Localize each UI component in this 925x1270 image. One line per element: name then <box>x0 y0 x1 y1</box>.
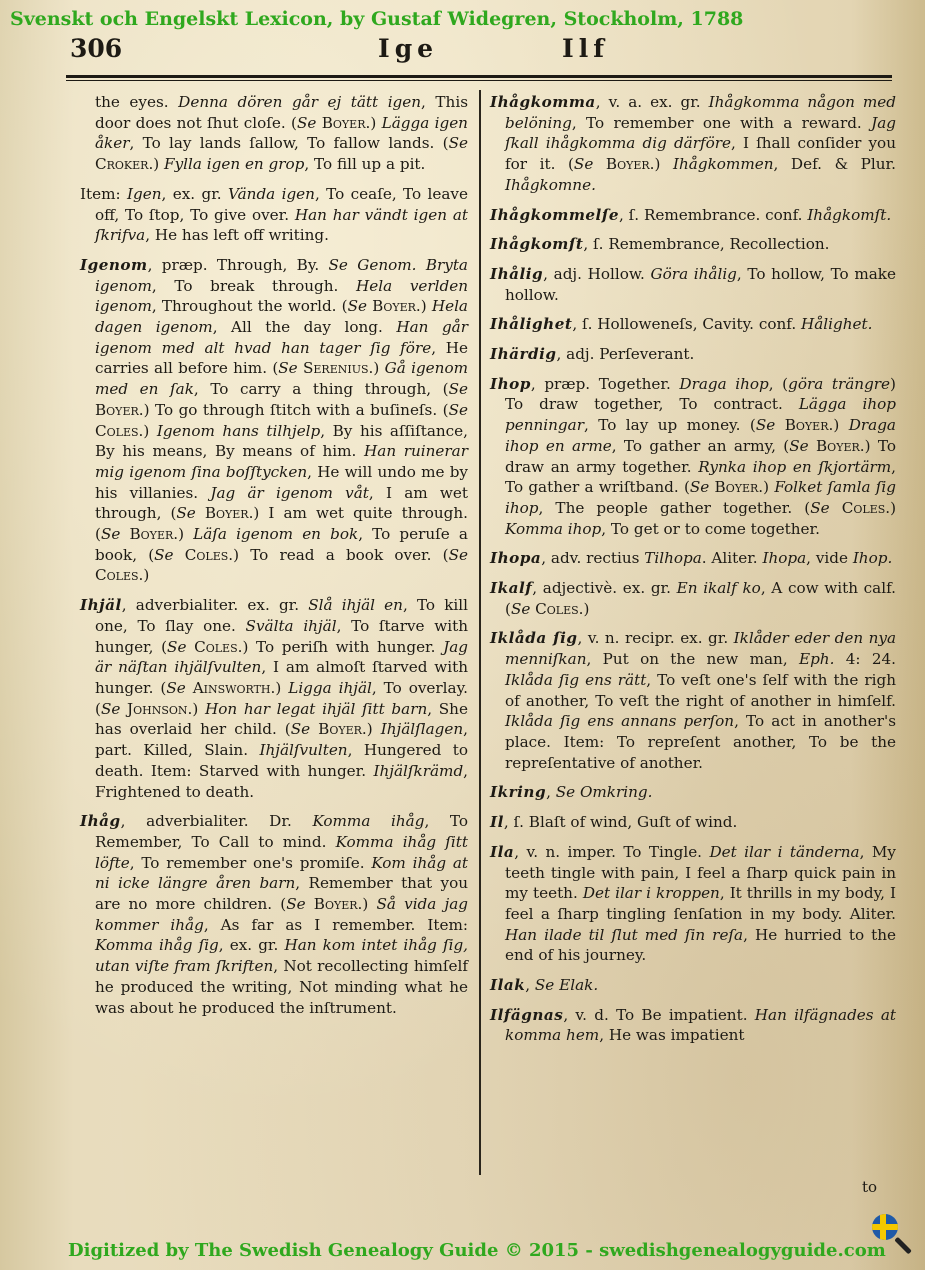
swedish-phrase: Komma ihåg ſitt löfte <box>95 832 468 872</box>
source-reference: Coles. <box>95 566 144 585</box>
entry-text: , <box>546 783 556 802</box>
digitizer-banner: Svenskt och Engelskt Lexicon, by Gustaf Widegren, Stockholm, 1788 <box>10 8 744 30</box>
dictionary-entry-ihopa <box>490 548 896 569</box>
headword: Ihopa <box>490 549 542 568</box>
swedish-phrase: Draga ihop en arme <box>505 416 896 455</box>
swedish-phrase: Se <box>448 400 468 419</box>
swedish-phrase: Se <box>100 699 121 718</box>
swedish-phrase: Ihågkomma någon med belöning <box>505 93 896 132</box>
entry-text: , Frightened to death. <box>95 761 468 801</box>
swedish-phrase: Hålighet. <box>800 315 873 334</box>
entry-text: , To ceaſe, To leave off, To ſtop, To give over. <box>95 184 468 224</box>
running-head-right: Ilf <box>562 34 609 63</box>
entry-text: ) To draw together, To contract. <box>505 374 896 414</box>
entry-text: , v. n. recipr. ex. gr. <box>577 629 734 648</box>
swedish-phrase: Lägga ihop penningar <box>505 395 896 435</box>
headword: Ihålig <box>490 264 544 283</box>
dictionary-entry-il <box>490 812 896 833</box>
page-number: 306 <box>70 34 123 63</box>
headword: Ihågkomſt <box>490 235 584 254</box>
swedish-phrase: Han ilfägnades at komma hem <box>505 1005 896 1045</box>
headword: Ilfägnas <box>490 1005 564 1024</box>
entry-text: , He hurried to the end of his journey. <box>505 925 896 965</box>
swedish-phrase: Se <box>448 545 468 564</box>
swedish-phrase: Se Elak. <box>534 976 599 995</box>
headword: Ihåg <box>80 812 121 831</box>
entry-text: , He was impatient <box>599 1026 745 1045</box>
entry-text: , To lay lands ſallow, To fallow lands. ( <box>129 134 449 153</box>
headword: Il <box>490 813 504 832</box>
swedish-phrase: Se <box>448 380 468 399</box>
entry-text: , v. d. To Be impatient. <box>563 1005 755 1024</box>
source-reference: Boyer. <box>310 720 367 739</box>
swedish-phrase: Se <box>154 545 174 564</box>
dictionary-entry-ikring <box>490 782 896 803</box>
swedish-phrase: Komma ihåg <box>312 812 425 831</box>
swedish-phrase: Se <box>573 155 594 174</box>
swedish-flag-magnifier-icon <box>872 1214 898 1240</box>
headword: Igenom <box>80 255 148 274</box>
swedish-phrase: Vända igen <box>228 184 315 203</box>
swedish-phrase: Komma ihåg ſig <box>95 936 219 955</box>
entry-text: ) To go through ſtitch with a buſineſs. ( <box>143 400 449 419</box>
dictionary-entry-ihardig <box>490 344 896 365</box>
swedish-phrase: Så vida jag kommer ihåg <box>95 895 468 934</box>
catchword: to <box>862 1178 878 1196</box>
headword: Ihågkommelſe <box>490 205 620 224</box>
entry-text: ) <box>654 155 674 174</box>
source-reference: Boyer. <box>95 400 144 419</box>
swedish-phrase: Se <box>347 297 367 316</box>
swedish-phrase: Ihågkomne. <box>505 175 596 194</box>
swedish-phrase: Se <box>510 599 531 618</box>
entry-text: ) To periſh with hunger. <box>242 637 444 656</box>
headword: Ihärdig <box>490 345 557 364</box>
source-reference: Ainsworth. <box>185 678 276 697</box>
swedish-phrase: Han ilade til ſlut med ſin reſa <box>505 925 744 944</box>
entry-text: , This door does not ſhut cloſe. ( <box>95 93 468 132</box>
entry-text: , To fill up a pit. <box>304 155 426 174</box>
swedish-phrase: Svälta ihjäl <box>245 616 337 635</box>
headword: Iklåda ſig <box>490 629 578 648</box>
swedish-phrase: Iklåda ſig ens rätt <box>505 670 647 689</box>
entry-text: , He has left off writing. <box>145 226 329 245</box>
dictionary-entry-ilak <box>490 975 896 996</box>
entry-text: , ſ. Remembrance. conf. <box>619 205 808 224</box>
entry-text: , To act in another's place. Item: To repreſent another, To be the repreſentative of another. <box>505 712 896 772</box>
headword: Ilak <box>490 976 526 995</box>
source-reference: Boyer. <box>808 436 865 455</box>
source-reference: Boyer. <box>316 113 371 132</box>
entry-text: , To break through. <box>151 276 357 295</box>
dictionary-entry-ihalighet <box>490 314 896 335</box>
dictionary-entry-ihag <box>80 811 468 1018</box>
swedish-phrase: Eph. <box>799 650 835 669</box>
entry-text: , adverbialiter. ex. gr. <box>121 596 309 615</box>
entry-text: , Hungered to death. Item: Starved with hunger. <box>95 741 468 780</box>
swedish-phrase: Jag är igenom våt <box>210 483 369 502</box>
swedish-phrase: Det ilar i kroppen <box>582 884 720 903</box>
magnifier-handle-icon <box>894 1237 912 1255</box>
swedish-phrase: Tilhopa <box>644 549 702 568</box>
source-reference: Boyer. <box>120 525 179 544</box>
headword: Ila <box>490 842 515 861</box>
swedish-phrase: Se <box>100 525 121 544</box>
headword: Ihop <box>490 374 531 393</box>
entry-text: ) <box>890 498 896 517</box>
entry-text: , To remember one's promiſe. <box>129 853 372 872</box>
swedish-phrase: Ihop. <box>852 549 893 568</box>
entry-text: . Aliter. <box>701 549 763 568</box>
swedish-phrase: Slå ihjäl en <box>308 596 403 615</box>
swedish-phrase: Läſa igenom en bok <box>193 525 359 544</box>
headword: Ikring <box>490 783 547 802</box>
swedish-phrase: Igenom hans tilhjelp <box>156 421 321 440</box>
swedish-phrase: Jag är näſtan ihjälſvulten <box>95 637 468 677</box>
entry-text: , She has overlaid her child. ( <box>95 699 468 739</box>
swedish-phrase: Rynka ihop en ſkjortärm <box>698 457 892 476</box>
entry-text: ) <box>833 416 849 435</box>
swedish-phrase: Se <box>176 504 196 523</box>
entry-text: ) <box>153 155 165 174</box>
swedish-phrase: Se <box>290 720 311 739</box>
dictionary-entry-ilfagnas <box>490 1005 896 1046</box>
entry-text: ) <box>275 678 289 697</box>
dictionary-entry-ila <box>490 842 896 966</box>
swedish-phrase: Ligga ihjäl <box>288 678 372 697</box>
swedish-phrase: Göra ihålig <box>650 264 737 283</box>
dictionary-entry-igen-cont <box>80 92 468 175</box>
entry-text: ) <box>370 113 382 132</box>
entry-text: , To ſtarve with hunger, ( <box>95 616 468 656</box>
entry-text: , adjectivè. ex. gr. <box>532 579 677 598</box>
source-reference: Boyer. <box>195 504 254 523</box>
swedish-phrase: Hela dagen igenom <box>95 297 468 337</box>
entry-text: , A cow with calf. ( <box>505 579 897 618</box>
swedish-phrase: Se <box>296 113 317 132</box>
swedish-phrase: Ihjälſvulten <box>259 741 348 760</box>
source-reference: Boyer. <box>709 478 764 497</box>
headword: Ihågkomma <box>490 93 596 111</box>
column-divider <box>479 90 481 1175</box>
source-reference: Coles. <box>173 545 234 564</box>
swedish-phrase: Se <box>286 895 306 914</box>
swedish-phrase: Se <box>810 498 830 517</box>
entry-text: , To remember one with a reward. <box>571 113 872 132</box>
swedish-phrase: Se <box>689 478 710 497</box>
entry-text: , v. n. imper. To Tingle. <box>514 842 710 861</box>
swedish-phrase: Komma ihop <box>505 519 602 538</box>
entry-text: ) <box>420 297 432 316</box>
entry-text: the eyes. <box>95 93 179 111</box>
entry-text: , To veſt one's ſelf with the righ of another, To veſt the right of another in himſelf. <box>505 670 896 710</box>
entry-text: , v. a. ex. gr. <box>595 93 709 111</box>
dictionary-entry-ihop <box>490 374 896 540</box>
entry-text: , adv. rectius <box>541 549 645 568</box>
source-reference: Serenius. <box>297 359 374 378</box>
dictionary-entry-ihagkomst <box>490 234 896 255</box>
entry-text: ) <box>763 478 775 497</box>
entry-text: , Remember that you are no more children. ( <box>95 874 468 914</box>
entry-text: ) <box>178 525 194 544</box>
entry-text: , To peruſe a book, ( <box>95 525 468 564</box>
swedish-phrase: Jag ſkall ihågkomma dig därföre <box>505 113 896 153</box>
entry-text: ) I am wet quite through. ( <box>95 504 468 544</box>
entry-text: , ex. gr. <box>161 184 229 203</box>
dictionary-entry-item-igen <box>80 184 468 246</box>
swedish-phrase: Lägga igen åker <box>95 113 468 153</box>
entry-text: ) <box>362 895 377 914</box>
entry-text: , I ſhall conſider you for it. ( <box>505 134 896 174</box>
swedish-phrase: Hon har legat ihjäl ſitt barn <box>205 699 428 718</box>
swedish-phrase: Han kom intet ihåg ſig, utan viſte fram ſkriften <box>95 936 468 976</box>
entry-text: , ſ. Blaſt of wind, Guſt of wind. <box>503 813 738 832</box>
swedish-phrase: Gå igenom med en ſak <box>95 359 468 399</box>
entry-text: , I am wet through, ( <box>95 483 468 523</box>
swedish-phrase: Se Omkring. <box>555 783 653 802</box>
swedish-phrase: Han har vändt igen at ſkrifva <box>95 205 468 245</box>
swedish-phrase: Se <box>755 416 776 435</box>
source-reference: Croker. <box>95 155 154 174</box>
dictionary-entry-ihagkomma <box>490 92 896 196</box>
entry-text: , He carries all before him. ( <box>95 338 468 378</box>
swedish-phrase: Fylla igen en grop <box>164 155 305 174</box>
entry-text: , adj. Perſeverant. <box>556 345 695 364</box>
entry-text: , I am almoſt ſtarved with hunger. ( <box>95 658 468 697</box>
dictionary-entry-ihagkommelse <box>490 205 896 226</box>
swedish-phrase: Hela verlden igenom <box>95 276 468 316</box>
entry-text: ) <box>143 566 150 585</box>
swedish-phrase: Ihågkommen <box>673 155 774 174</box>
dictionary-entry-ikalf <box>490 578 896 619</box>
headword: Ikalf <box>490 579 533 598</box>
source-reference: Johnson. <box>120 699 193 718</box>
swedish-phrase: Han går igenom med alt hvad han tager ſig före <box>95 318 468 357</box>
dictionary-entry-ihjal <box>80 595 468 802</box>
entry-text: ) To draw an army together. <box>505 436 896 476</box>
swedish-phrase: Folket ſamla ſig ihop <box>505 478 896 517</box>
entry-text: , Throughout the world. ( <box>151 297 348 316</box>
entry-text: , Put on the new man, <box>586 650 799 669</box>
source-reference: Coles. <box>186 637 243 656</box>
entry-text: , ſ. Remembrance, Recollection. <box>583 235 830 254</box>
swedish-phrase: Igen <box>127 184 162 203</box>
swedish-phrase: göra trängre <box>788 374 891 393</box>
entry-text: , adj. Hollow. <box>543 264 651 283</box>
entry-text: ) <box>192 699 205 718</box>
source-reference: Boyer. <box>593 155 655 174</box>
entry-text: , Not recollecting himſelf he produced the writing, Not minding what he was about he produced the inſtrument. <box>95 957 468 1017</box>
entry-text: , ex. gr. <box>218 936 285 955</box>
entry-text: , To get or to come together. <box>601 519 820 538</box>
entry-text: , ſ. Holloweneſs, Cavity. conf. <box>572 315 801 334</box>
swedish-phrase: Se <box>167 637 187 656</box>
swedish-phrase: Se Genom. Bryta igenom <box>95 255 468 295</box>
source-reference: Coles. <box>530 599 584 618</box>
entry-text: , <box>525 976 535 995</box>
swedish-phrase: Se <box>278 359 298 378</box>
swedish-phrase: Denna dören går ej tätt igen <box>178 93 422 111</box>
entry-text: , præp. Together. <box>530 374 680 393</box>
entry-text: , All the day long. <box>212 318 397 337</box>
entry-text: , To carry a thing through, ( <box>193 380 449 399</box>
entry-text: , He will undo me by his villanies. <box>95 462 469 502</box>
dictionary-entry-ihalig <box>490 264 896 305</box>
left-column <box>80 92 468 1027</box>
entry-text: ) <box>366 720 381 739</box>
swedish-phrase: Ihopa <box>762 549 807 568</box>
swedish-phrase: En ikalf ko <box>676 579 761 598</box>
entry-text: , vide <box>806 549 853 568</box>
swedish-phrase: Iklåder eder den nya menniſkan <box>505 629 896 669</box>
entry-text: , To hollow, To make hollow. <box>505 264 896 304</box>
entry-text: , The people gather together. ( <box>538 498 811 517</box>
entry-text: , adverbialiter. Dr. <box>120 812 313 831</box>
swedish-phrase: Draga ihop <box>679 374 769 393</box>
swedish-phrase: Ihjälſkrämd <box>373 761 464 780</box>
source-reference: Coles. <box>95 421 144 440</box>
running-head-left: Ige <box>378 34 439 63</box>
right-column <box>490 92 896 1055</box>
entry-text: , By his aſſiſtance, By his means, By means of him. <box>95 421 468 461</box>
source-reference: Boyer. <box>775 416 834 435</box>
entry-text: ) <box>143 421 157 440</box>
source-reference: Boyer. <box>367 297 421 316</box>
entry-text: , præp. Through, By. <box>147 255 329 274</box>
swedish-phrase: Ihågkomſt. <box>807 205 892 224</box>
entry-text: ) To read a book over. ( <box>233 545 449 564</box>
entry-text: , To gather an army, ( <box>611 436 790 455</box>
entry-text: , To lay up money. ( <box>583 416 756 435</box>
entry-text: , To overlay. ( <box>95 678 468 718</box>
entry-text: , To gather a wriſtband. ( <box>505 457 896 497</box>
swedish-phrase: Se <box>448 134 468 153</box>
entry-text: Item: <box>80 184 127 203</box>
swedish-phrase: Kom ihåg at ni icke längre åren barn <box>95 853 468 893</box>
source-reference: Coles. <box>829 498 891 517</box>
header-rule <box>66 75 892 81</box>
headword: Ihålighet <box>490 315 573 334</box>
entry-text: ) <box>373 359 385 378</box>
swedish-phrase: Se <box>789 436 809 455</box>
entry-text: , Def. & Plur. <box>773 155 896 174</box>
headword: Ihjäl <box>80 596 122 615</box>
entry-text: , As far as I remember. Item: <box>203 915 469 934</box>
dictionary-entry-igenom <box>80 255 468 586</box>
swedish-phrase: Iklåda ſig ens annans perſon <box>505 712 735 731</box>
entry-text: ) <box>583 599 590 618</box>
source-reference: Boyer. <box>305 895 363 914</box>
entry-text: , ( <box>768 374 789 393</box>
dictionary-entry-iklada <box>490 628 896 773</box>
entry-text: 4: 24. <box>834 650 897 669</box>
entry-text: , My teeth tingle with pain, I feel a ſharp quick pain in my teeth. <box>505 842 896 903</box>
entry-text: , part. Killed, Slain. <box>95 720 468 760</box>
entry-text: , To Remember, To Call to mind. <box>95 812 469 851</box>
digitizer-footer: Digitized by The Swedish Genealogy Guide © 2015 - swedishgenealogyguide.com <box>68 1240 886 1261</box>
swedish-phrase: Det ilar i tänderna <box>709 842 860 861</box>
swedish-phrase: Han ruinerar mig igenom ſina boſſtycken <box>95 442 468 481</box>
entry-text: , To kill one, To ſlay one. <box>95 596 468 635</box>
swedish-phrase: Ihjälſlagen <box>380 720 464 739</box>
entry-text: , It thrills in my body, I feel a ſharp tingling ſenſation in my body. Aliter. <box>505 884 896 923</box>
swedish-phrase: Se <box>166 678 186 697</box>
